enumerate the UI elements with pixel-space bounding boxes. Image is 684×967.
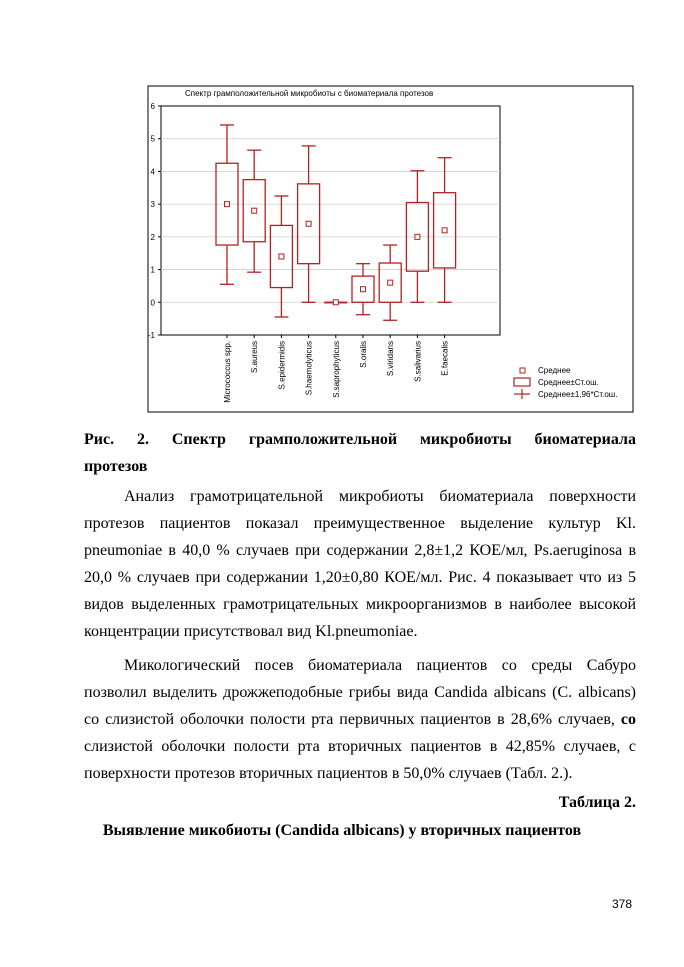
y-tick-label: 2 (150, 232, 155, 242)
mean-marker (333, 300, 338, 305)
mean-marker (279, 254, 284, 259)
page-number: 378 (612, 897, 633, 911)
x-category-label: S.salivarius (413, 341, 423, 382)
x-category-label: S.viridans (386, 341, 396, 377)
mean-marker (442, 228, 447, 233)
figure-caption-line2: протезов (84, 457, 148, 475)
legend-label-mean: Среднее (538, 366, 571, 375)
paragraph-mycology-bold: со (614, 710, 636, 728)
x-category-label: S.aureus (250, 341, 260, 374)
legend-label-se: Среднее±Ст.ош. (538, 378, 599, 387)
paragraph-gram-negative: Анализ грамотрицательной микробиоты биоматериала поверхности протезов пациентов показал преимущественное выделение культур Kl. pneumoniae в 40,0 % случаев при содержании 2,8±1,2 КОЕ/мл, Ps.aeruginosa в 20,0 % случаев при содержании 1,20±0,80 КОЕ/мл. Рис. 4 показывает что из 5 видов выделенных грамотрицательных микроорганизмов в наиболее высокой концентрации присутствовал вид Kl.pneumoniae. (84, 488, 636, 640)
table-title: Выявление микобиоты (Candida albicans) у вторичных пациентов (102, 822, 582, 839)
table-number: Таблица 2. (558, 794, 636, 811)
y-tick-label: 6 (150, 102, 155, 111)
x-category-label: S.oralis (359, 341, 368, 368)
mean-marker (225, 202, 230, 207)
paragraph-mycology (84, 653, 636, 788)
y-tick-label: 0 (150, 298, 155, 308)
x-category-label: S.saprophyticus (331, 341, 341, 398)
y-tick-label: 1 (150, 265, 155, 275)
paragraph-mycology-part1: Микологический посев биоматериала пациентов со среды Сабуро позволил выделить дрожжеподобные грибы вида Candida albicans (C. albicans) со слизистой оболочки полости рта первичных пациентов в 28,6% случаев, (84, 657, 636, 728)
y-tick-label: -1 (147, 331, 155, 340)
paragraph-mycology-part2: слизистой оболочки полости рта вторичных пациентов в 42,85% случаев, с поверхности протезов вторичных пациентов в 50,0% случаев (Табл. 2.). (84, 737, 636, 782)
chart-plot-border (161, 106, 500, 335)
mean-marker (361, 287, 366, 292)
figure-caption (84, 427, 636, 481)
mean-marker (415, 234, 420, 239)
mean-marker (252, 208, 257, 213)
x-category-label: E.faecalis (440, 341, 450, 376)
x-category-label: Micrococcus spp. (223, 341, 232, 403)
x-category-label: S.epidermidis (277, 341, 287, 390)
legend-label-ci: Среднее±1,96*Ст.ош. (538, 390, 618, 399)
y-tick-label: 3 (150, 200, 155, 210)
legend-se-swatch (514, 378, 530, 386)
x-category-label: S.haemolyticus (304, 341, 314, 396)
mean-marker (388, 280, 393, 285)
box-plot-chart (140, 82, 635, 417)
y-tick-label: 5 (150, 134, 155, 144)
y-tick-label: 4 (150, 167, 155, 177)
legend-mean-swatch (520, 368, 525, 373)
chart-title: Спектр грамположительной микробиоты с биоматериала протезов (185, 89, 434, 98)
figure-caption-line1: Рис. 2. Спектр грамположительной микробиоты биоматериала (84, 431, 636, 448)
mean-marker (306, 221, 311, 226)
